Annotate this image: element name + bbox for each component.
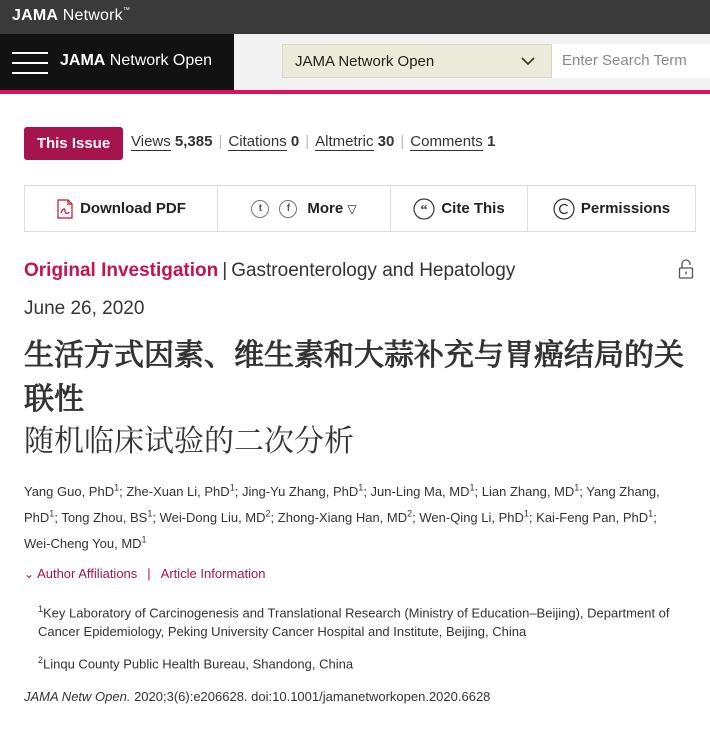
author-affiliation-number: 1 [229,482,235,493]
author-name[interactable]: Jing-Yu Zhang, PhD [241,484,359,499]
author-name[interactable]: Zhong-Xiang Han, MD [277,510,408,525]
open-access-lock-icon [678,258,694,280]
citation-line: JAMA Netw Open. 2020;3(6):e206628. doi:10.1001/jamanetworkopen.2020.6628 [24,689,491,704]
affiliation-item: $^2$Linqu County Public Health Bureau, Shandong, China [38,655,354,672]
article-metrics: Views 5,385 | Citations 0 | Altmetric 30 | Comments 1 [131,133,496,150]
author-name[interactable]: Tong Zhou, BS [61,510,148,525]
article-subtitle: 随机临床试验的二次分析 [24,425,354,458]
search-placeholder: Enter Search Term [562,52,687,69]
author-affiliation-number: 1 [523,508,529,519]
affiliations-list [38,600,698,684]
author-name[interactable]: Kai-Feng Pan, PhD [536,510,649,525]
permissions-button[interactable]: Permissions [528,186,695,231]
network-bar [0,0,710,34]
affiliation-item: $^1$Key Laboratory of Carcinogenesis and Translational Research (Ministry of Education–Beijing), Department of Cancer Epidemiology, Peking University Cancer Hospital and Institute, Beijing, China [38,604,670,640]
article-toolbar [24,185,696,232]
author-affiliation-number: 2 [407,508,413,519]
author-affiliation-number: 1 [49,508,55,519]
article-information-link[interactable]: Article Information [160,566,266,581]
article-subject-link[interactable]: Gastroenterology and Hepatology [231,260,516,281]
this-issue-button[interactable]: This Issue [24,127,123,160]
author-affiliations-link[interactable]: ⌄ Author Affiliations [24,566,138,581]
author-name[interactable]: Wei-Dong Liu, MD [159,510,266,525]
author-affiliation-number: 1 [358,482,364,493]
journal-select[interactable] [282,44,552,78]
author-affiliation-number: 1 [147,508,153,519]
author-list: Yang Guo, PhD$^1$; Zhe-Xuan Li, PhD$^1$; Jing-Yu Zhang, PhD$^1$; Jun-Ling Ma, $MD^1$; Lian Zhang, $MD^1$; Yang Zhang, PhD$^1$; Tong Zhou, $BS^1$; Wei-Dong Liu, $MD^2$; Zhong-Xiang Han, $MD^2$; Wen-Qing Li, PhD$^1$; Kai-Feng Pan, PhD$^1$; Wei-Cheng You, $MD^1$ [24,482,660,551]
twitter-icon[interactable]: t [251,200,269,218]
jama-network-logo[interactable]: JAMA Network™ [12,7,131,24]
author-affiliation-number: 1 [469,482,475,493]
author-name[interactable]: Yang Guo, PhD [24,484,115,499]
author-name[interactable]: Jun-Ling Ma, MD [370,484,470,499]
author-name[interactable]: Wei-Cheng You, MD [24,536,142,551]
share-more-group [218,186,391,231]
article-title: 生活方式因素、维生素和大蒜补充与胃癌结局的关联性 [24,339,684,416]
journal-header-dark-panel [0,34,234,90]
cite-this-button[interactable]: “ Cite This [391,186,528,231]
author-affiliation-number: 1 [114,482,120,493]
altmetric-metric[interactable]: Altmetric 30 [315,133,395,150]
author-affiliation-number: 1 [141,534,147,545]
pdf-icon [56,199,74,219]
author-affiliation-number: 2 [265,508,271,519]
article-type-link[interactable]: Original Investigation [24,260,219,281]
citations-metric[interactable]: Citations 0 [228,133,300,150]
author-name[interactable]: Lian Zhang, MD [481,484,575,499]
author-name[interactable]: Zhe-Xuan Li, PhD [126,484,230,499]
publication-date: June 26, 2020 [24,298,145,319]
accent-bar [0,90,710,94]
search-input[interactable] [552,44,710,78]
journal-select-value: JAMA Network Open [295,53,435,70]
author-name[interactable]: Wen-Qing Li, PhD [419,510,524,525]
journal-title[interactable]: JAMA Network Open [60,52,213,69]
chevron-down-icon [521,54,535,68]
author-name[interactable]: Yang Zhang, PhD [24,484,660,525]
more-button[interactable]: More ▽ [307,200,357,217]
download-pdf-button[interactable]: Download PDF [25,186,218,231]
comments-metric[interactable]: Comments 1 [410,133,496,150]
quote-icon [413,198,435,220]
affiliation-links: ⌄ Author Affiliations | Article Information [24,566,266,581]
facebook-icon[interactable]: f [279,200,297,218]
author-affiliation-number: 1 [574,482,580,493]
author-affiliation-number: 1 [648,508,654,519]
journal-header [0,34,710,90]
svg-text:“: “ [420,202,428,218]
copyright-icon [553,198,575,220]
hamburger-menu-icon[interactable] [12,52,48,74]
views-metric[interactable]: Views 5,385 [131,133,213,150]
article-category: Original Investigation | Gastroenterology and Hepatology [24,260,516,281]
